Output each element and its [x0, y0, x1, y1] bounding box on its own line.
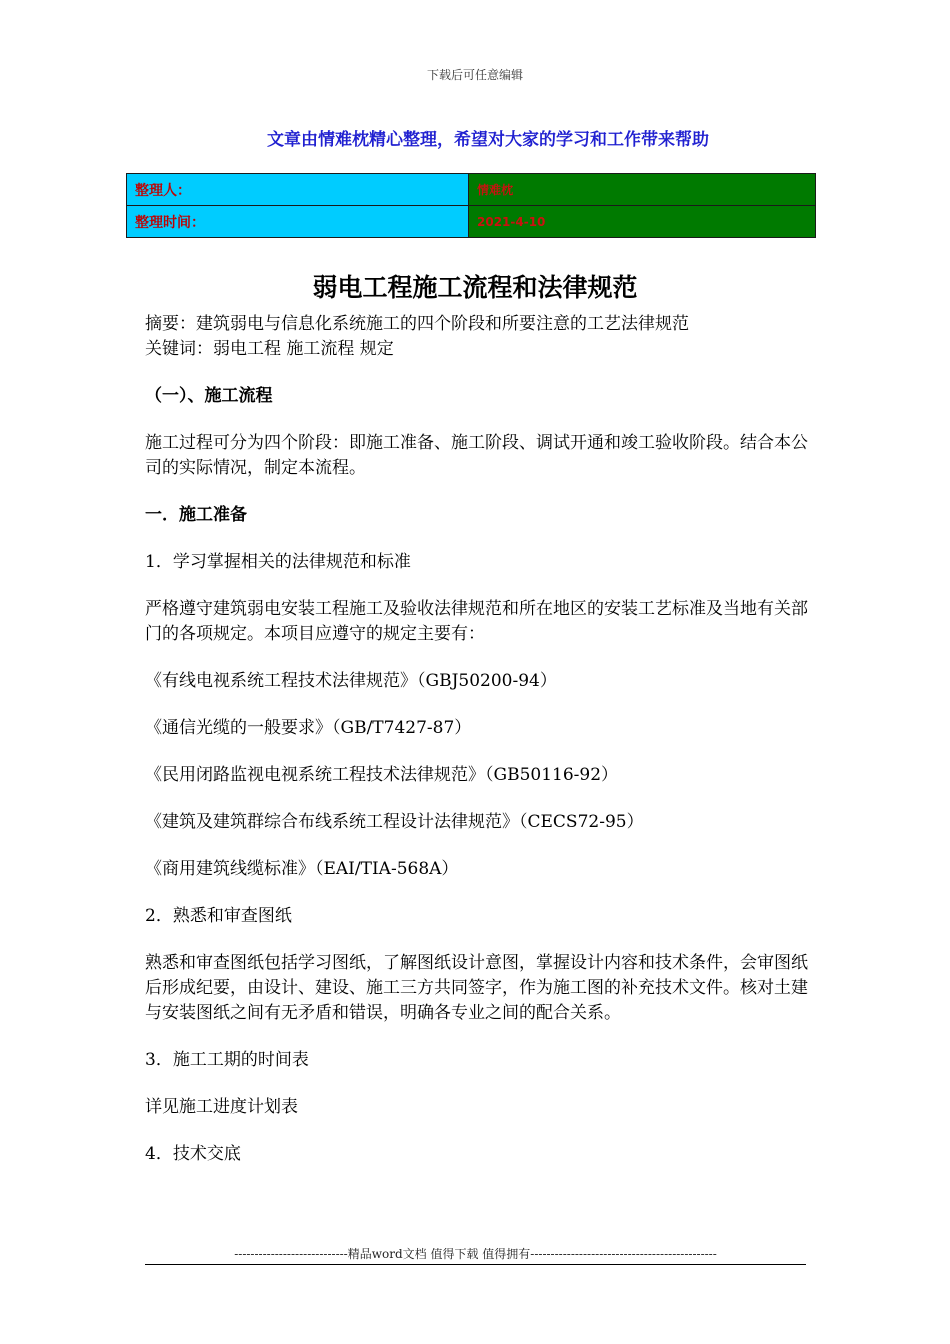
- item-1-paragraph: 严格遵守建筑弱电安装工程施工及验收法律规范和所在地区的安装工艺标准及当地有关部门的各项规定。本项目应遵守的规定主要有：: [145, 599, 808, 644]
- item-4-heading: 4．技术交底: [145, 1144, 241, 1164]
- standard-item: 《有线电视系统工程技术法律规范》（GBJ50200-94）: [145, 671, 557, 691]
- stage-heading: 一．施工准备: [145, 505, 247, 525]
- keywords: 关键词：弱电工程 施工流程 规定: [145, 339, 394, 359]
- standard-item: 《民用闭路监视电视系统工程技术法律规范》（GB50116-92）: [145, 765, 619, 785]
- date-label: 整理时间：: [127, 206, 469, 238]
- info-table: [126, 173, 816, 238]
- item-3-heading: 3．施工工期的时间表: [145, 1050, 309, 1070]
- item-2-heading: 2．熟悉和审查图纸: [145, 906, 292, 926]
- section-heading: （一）、施工流程: [145, 386, 273, 406]
- item-2-paragraph: 熟悉和审查图纸包括学习图纸，了解图纸设计意图，掌握设计内容和技术条件，会审图纸后形成纪要，由设计、建设、施工三方共同签字，作为施工图的补充技术文件。核对土建与安装图纸之间有无矛盾和错误，明确各专业之间的配合关系。: [145, 953, 808, 1023]
- table-row: [127, 206, 816, 238]
- item-3-paragraph: 详见施工进度计划表: [145, 1097, 298, 1117]
- document-title: 弱电工程施工流程和法律规范: [312, 273, 638, 302]
- standard-item: 《建筑及建筑群综合布线系统工程设计法律规范》（CECS72-95）: [145, 812, 644, 832]
- document-body: [145, 312, 815, 1167]
- standard-item: 《通信光缆的一般要求》（GB/T7427-87）: [145, 718, 472, 738]
- intro-paragraph: 施工过程可分为四个阶段：即施工准备、施工阶段、调试开通和竣工验收阶段。结合本公司的实际情况，制定本流程。: [145, 433, 808, 478]
- organizer-label: 整理人：: [127, 174, 469, 206]
- standard-item: 《商用建筑线缆标准》（EAI/TIA-568A）: [145, 859, 459, 879]
- banner-text: 文章由情难枕精心整理，希望对大家的学习和工作带来帮助: [267, 130, 709, 150]
- header-note: 下载后可任意编辑: [426, 68, 523, 82]
- abstract: 摘要：建筑弱电与信息化系统施工的四个阶段和所要注意的工艺法律规范: [145, 314, 689, 334]
- date-value: 2021-4-10: [469, 206, 816, 238]
- table-row: [127, 174, 816, 206]
- organizer-value: 情难枕: [469, 174, 816, 206]
- item-1-heading: 1．学习掌握相关的法律规范和标准: [145, 552, 411, 572]
- footer-note: ----------------------------精品word文档 值得下载 值得拥有----------------------------------------------: [145, 1245, 806, 1265]
